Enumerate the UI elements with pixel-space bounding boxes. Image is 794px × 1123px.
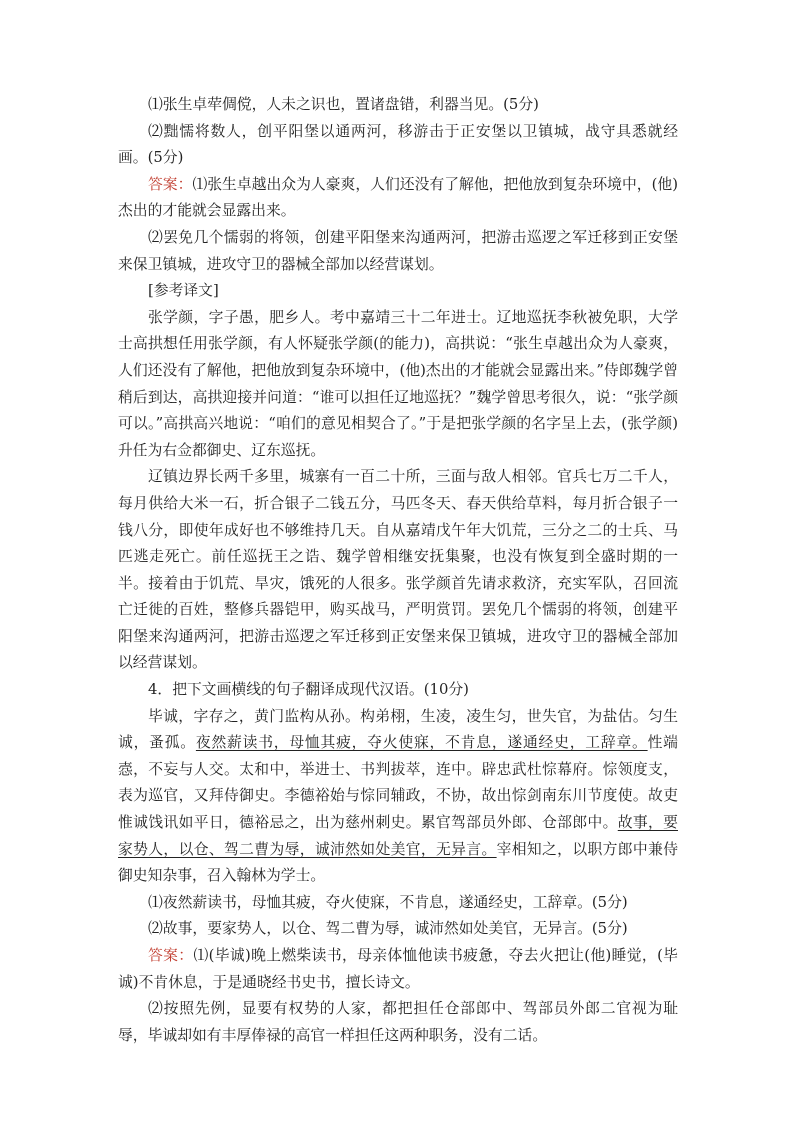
passage-text-2: 性端悫，不妄与人交。太和中，举进士、书判拔萃，连中。辟忠武杜悰幕府。悰领度支，表为巡官，又拜侍御史。李德裕始与悰同辅政，不协，故出悰剑南东川节度使。故吏惟诚饯讯如平日，德裕忌之，出为慈州刺史。累官驾部员外郎、仓部郎中。	[118, 734, 678, 832]
underlined-sentence-1: 夜然薪读书，母恤其疲，夺火使寐，不肯息，遂通经史，工辞章。	[195, 734, 648, 752]
question-4-item-1: ⑴夜然薪读书，母恤其疲，夺火使寐，不肯息，遂通经史，工辞章。(5分)	[148, 893, 628, 911]
question-4-passage	[118, 704, 678, 890]
reference-translation-title: [参考译文]	[148, 282, 219, 300]
answer-paragraph-2: ⑵罢免几个懦弱的将领，创建平阳堡来沟通两河，把游击巡逻之军迁移到正安堡来保卫镇城，进攻守卫的器械全部加以经营谋划。	[118, 228, 678, 273]
question-4-answer-paragraph-2: ⑵按照先例，显要有权势的人家，都把担任仓部郎中、驾部员外郎二官视为耻辱，毕诚却如有丰厚俸禄的高官一样担任这两种职务，没有二话。	[118, 1000, 678, 1044]
passage-text-3: 宰相知之，以职方郎中兼侍御史知杂事，召入翰林为学士。	[118, 840, 678, 885]
question-item-2: ⑵黜懦将数人，创平阳堡以通两河，移游击于正安堡以卫镇城，战守具悉就经画。(5分)	[118, 122, 678, 167]
answer-label: 答案：	[148, 947, 194, 964]
underlined-sentence-2: 故事，要家势人，以仓、驾二曹为辱，诚沛然如处美官，无异言。	[118, 814, 678, 858]
answer-label: 答案：	[148, 175, 193, 193]
question-4-heading: 4．把下文画横线的句子翻译成现代汉语。(10分)	[148, 681, 469, 699]
question-item-1: ⑴张生卓荦倜傥，人未之识也，置诸盘错，利器当见。(5分)	[148, 96, 539, 113]
question-4-item-2: ⑵故事，要家势人，以仓、驾二曹为辱，诚沛然如处美官，无异言。(5分)	[148, 920, 628, 938]
question-4-answer-paragraph-1	[118, 943, 678, 996]
document-page	[118, 92, 678, 1049]
passage-text-1: 毕诚，字存之，黄门监构从孙。构弟栩，生凌，凌生匀，世失官，为盐估。匀生诚，蚤孤。	[118, 707, 678, 752]
answer-text-1: ⑴张生卓越出众为人豪爽，人们还没有了解他，把他放到复杂环境中，(他)杰出的才能就会显露出来。	[118, 175, 678, 220]
reference-translation-paragraph-2: 辽镇边界长两千多里，城寨有一百二十所，三面与敌人相邻。官兵七万二千人，每月供给大米一石，折合银子二钱五分，马匹冬天、春天供给草料，每月折合银子一钱八分，即使年成好也不够维持几天。自从嘉靖戊午年大饥荒，三分之二的士兵、马匹逃走死亡。前任巡抚王之诰、魏学曾相继安抚集聚，也没有恢复到全盛时期的一半。接着由于饥荒、旱灾，饿死的人很多。张学颜首先请求救济，充实军队，召回流亡迁徙的百姓，整修兵器铠甲，购买战马，严明赏罚。罢免几个懦弱的将领，创建平阳堡来沟通两河，把游击巡逻之军迁移到正安堡来保卫镇城，进攻守卫的器械全部加以经营谋划。	[118, 468, 678, 672]
answer-paragraph-1	[118, 172, 678, 225]
reference-translation-paragraph-1: 张学颜，字子愚，肥乡人。考中嘉靖三十二年进士。辽地巡抚李秋被免职，大学士高拱想任用张学颜，有人怀疑张学颜(的能力)，高拱说：“张生卓越出众为人豪爽，人们还没有了解他，把他放到复杂环境中，(他)杰出的才能就会显露出来。”侍郎魏学曾稍后到达，高拱迎接并问道：“谁可以担任辽地巡抚？”魏学曾思考很久，说：“张学颜可以。”高拱高兴地说：“咱们的意见相契合了。”于是把张学颜的名字呈上去，(张学颜)升任为右佥都御史、辽东巡抚。	[118, 308, 678, 459]
question-4-answer-text-1: ⑴(毕诚)晚上燃柴读书，母亲体恤他读书疲惫，夺去火把让(他)睡觉，(毕诚)不肯休息，于是通晓经书史书，擅长诗文。	[118, 947, 678, 991]
